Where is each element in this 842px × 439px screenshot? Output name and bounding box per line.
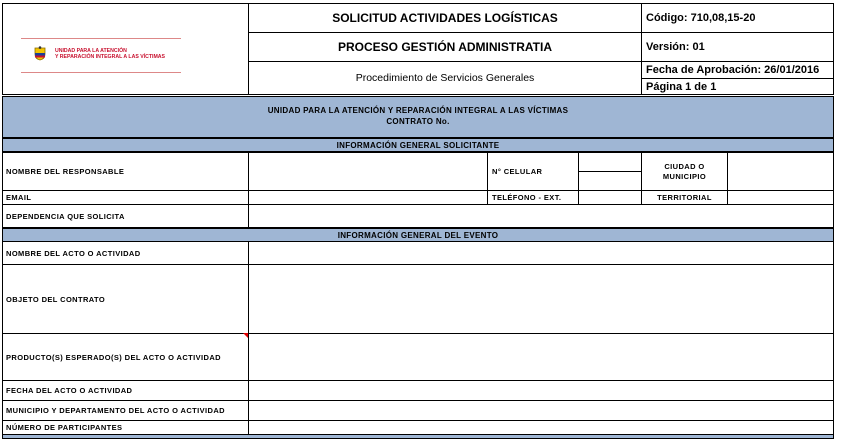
cellphone-input-b[interactable] bbox=[578, 171, 642, 191]
contract-object-label: OBJETO DEL CONTRATO bbox=[2, 264, 249, 334]
banner-contract-number: CONTRATO No. bbox=[386, 117, 450, 126]
code-label: Código: 710,08,15-20 bbox=[641, 3, 834, 33]
participants-label: NÚMERO DE PARTICIPANTES bbox=[2, 420, 249, 435]
logo-text bbox=[55, 48, 185, 60]
dependency-label: DEPENDENCIA QUE SOLICITA bbox=[2, 204, 249, 228]
city-label bbox=[641, 152, 728, 191]
logo-text-line1: UNIDAD PARA LA ATENCIÓN bbox=[55, 48, 127, 54]
version-label: Versión: 01 bbox=[641, 32, 834, 62]
logo-cell bbox=[2, 3, 249, 95]
responsible-input[interactable] bbox=[248, 152, 488, 191]
city-input[interactable] bbox=[727, 152, 834, 191]
next-section-band bbox=[2, 434, 834, 439]
event-municipality-label: MUNICIPIO Y DEPARTAMENTO DEL ACTO O ACTIVIDAD bbox=[2, 400, 249, 421]
contract-object-input[interactable] bbox=[248, 264, 834, 334]
applicant-section-header: INFORMACIÓN GENERAL SOLICITANTE bbox=[2, 138, 834, 152]
responsible-label: NOMBRE DEL RESPONSABLE bbox=[2, 152, 249, 191]
participants-input[interactable] bbox=[248, 420, 834, 435]
event-date-input[interactable] bbox=[248, 380, 834, 401]
procedure-title: Procedimiento de Servicios Generales bbox=[248, 61, 642, 95]
phone-label: TELÉFONO - EXT. bbox=[487, 190, 579, 205]
event-name-input[interactable] bbox=[248, 241, 834, 265]
entity-banner bbox=[2, 96, 834, 138]
approval-date-label: Fecha de Aprobación: 26/01/2016 bbox=[641, 61, 834, 79]
expected-products-input[interactable] bbox=[248, 333, 834, 381]
event-section-header: INFORMACIÓN GENERAL DEL EVENTO bbox=[2, 228, 834, 242]
email-input[interactable] bbox=[248, 190, 488, 205]
event-name-label: NOMBRE DEL ACTO O ACTIVIDAD bbox=[2, 241, 249, 265]
city-label-text: CIUDAD O MUNICIPIO bbox=[662, 161, 707, 181]
cellphone-label: N° CELULAR bbox=[487, 152, 579, 191]
cellphone-input-a[interactable] bbox=[578, 152, 642, 172]
territorial-input[interactable] bbox=[727, 190, 834, 205]
territorial-label: TERRITORIAL bbox=[641, 190, 728, 205]
banner-entity-name: UNIDAD PARA LA ATENCIÓN Y REPARACIÓN INTEGRAL A LAS VÍCTIMAS bbox=[267, 106, 569, 115]
coat-of-arms-icon bbox=[33, 46, 47, 61]
logo-text-line2: Y REPARACIÓN INTEGRAL A LAS VÍCTIMAS bbox=[55, 54, 165, 60]
logo-rule-bottom bbox=[21, 72, 181, 73]
logo-rule-top bbox=[21, 38, 181, 39]
dependency-input[interactable] bbox=[248, 204, 834, 228]
event-date-label: FECHA DEL ACTO O ACTIVIDAD bbox=[2, 380, 249, 401]
email-label: EMAIL bbox=[2, 190, 249, 205]
phone-input[interactable] bbox=[578, 190, 642, 205]
page-number-label: Página 1 de 1 bbox=[641, 78, 834, 95]
event-municipality-input[interactable] bbox=[248, 400, 834, 421]
process-title: PROCESO GESTIÓN ADMINISTRATIA bbox=[248, 32, 642, 62]
expected-products-label: PRODUCTO(S) ESPERADO(S) DEL ACTO O ACTIVIDAD bbox=[2, 333, 249, 381]
form-title: SOLICITUD ACTIVIDADES LOGÍSTICAS bbox=[248, 3, 642, 33]
